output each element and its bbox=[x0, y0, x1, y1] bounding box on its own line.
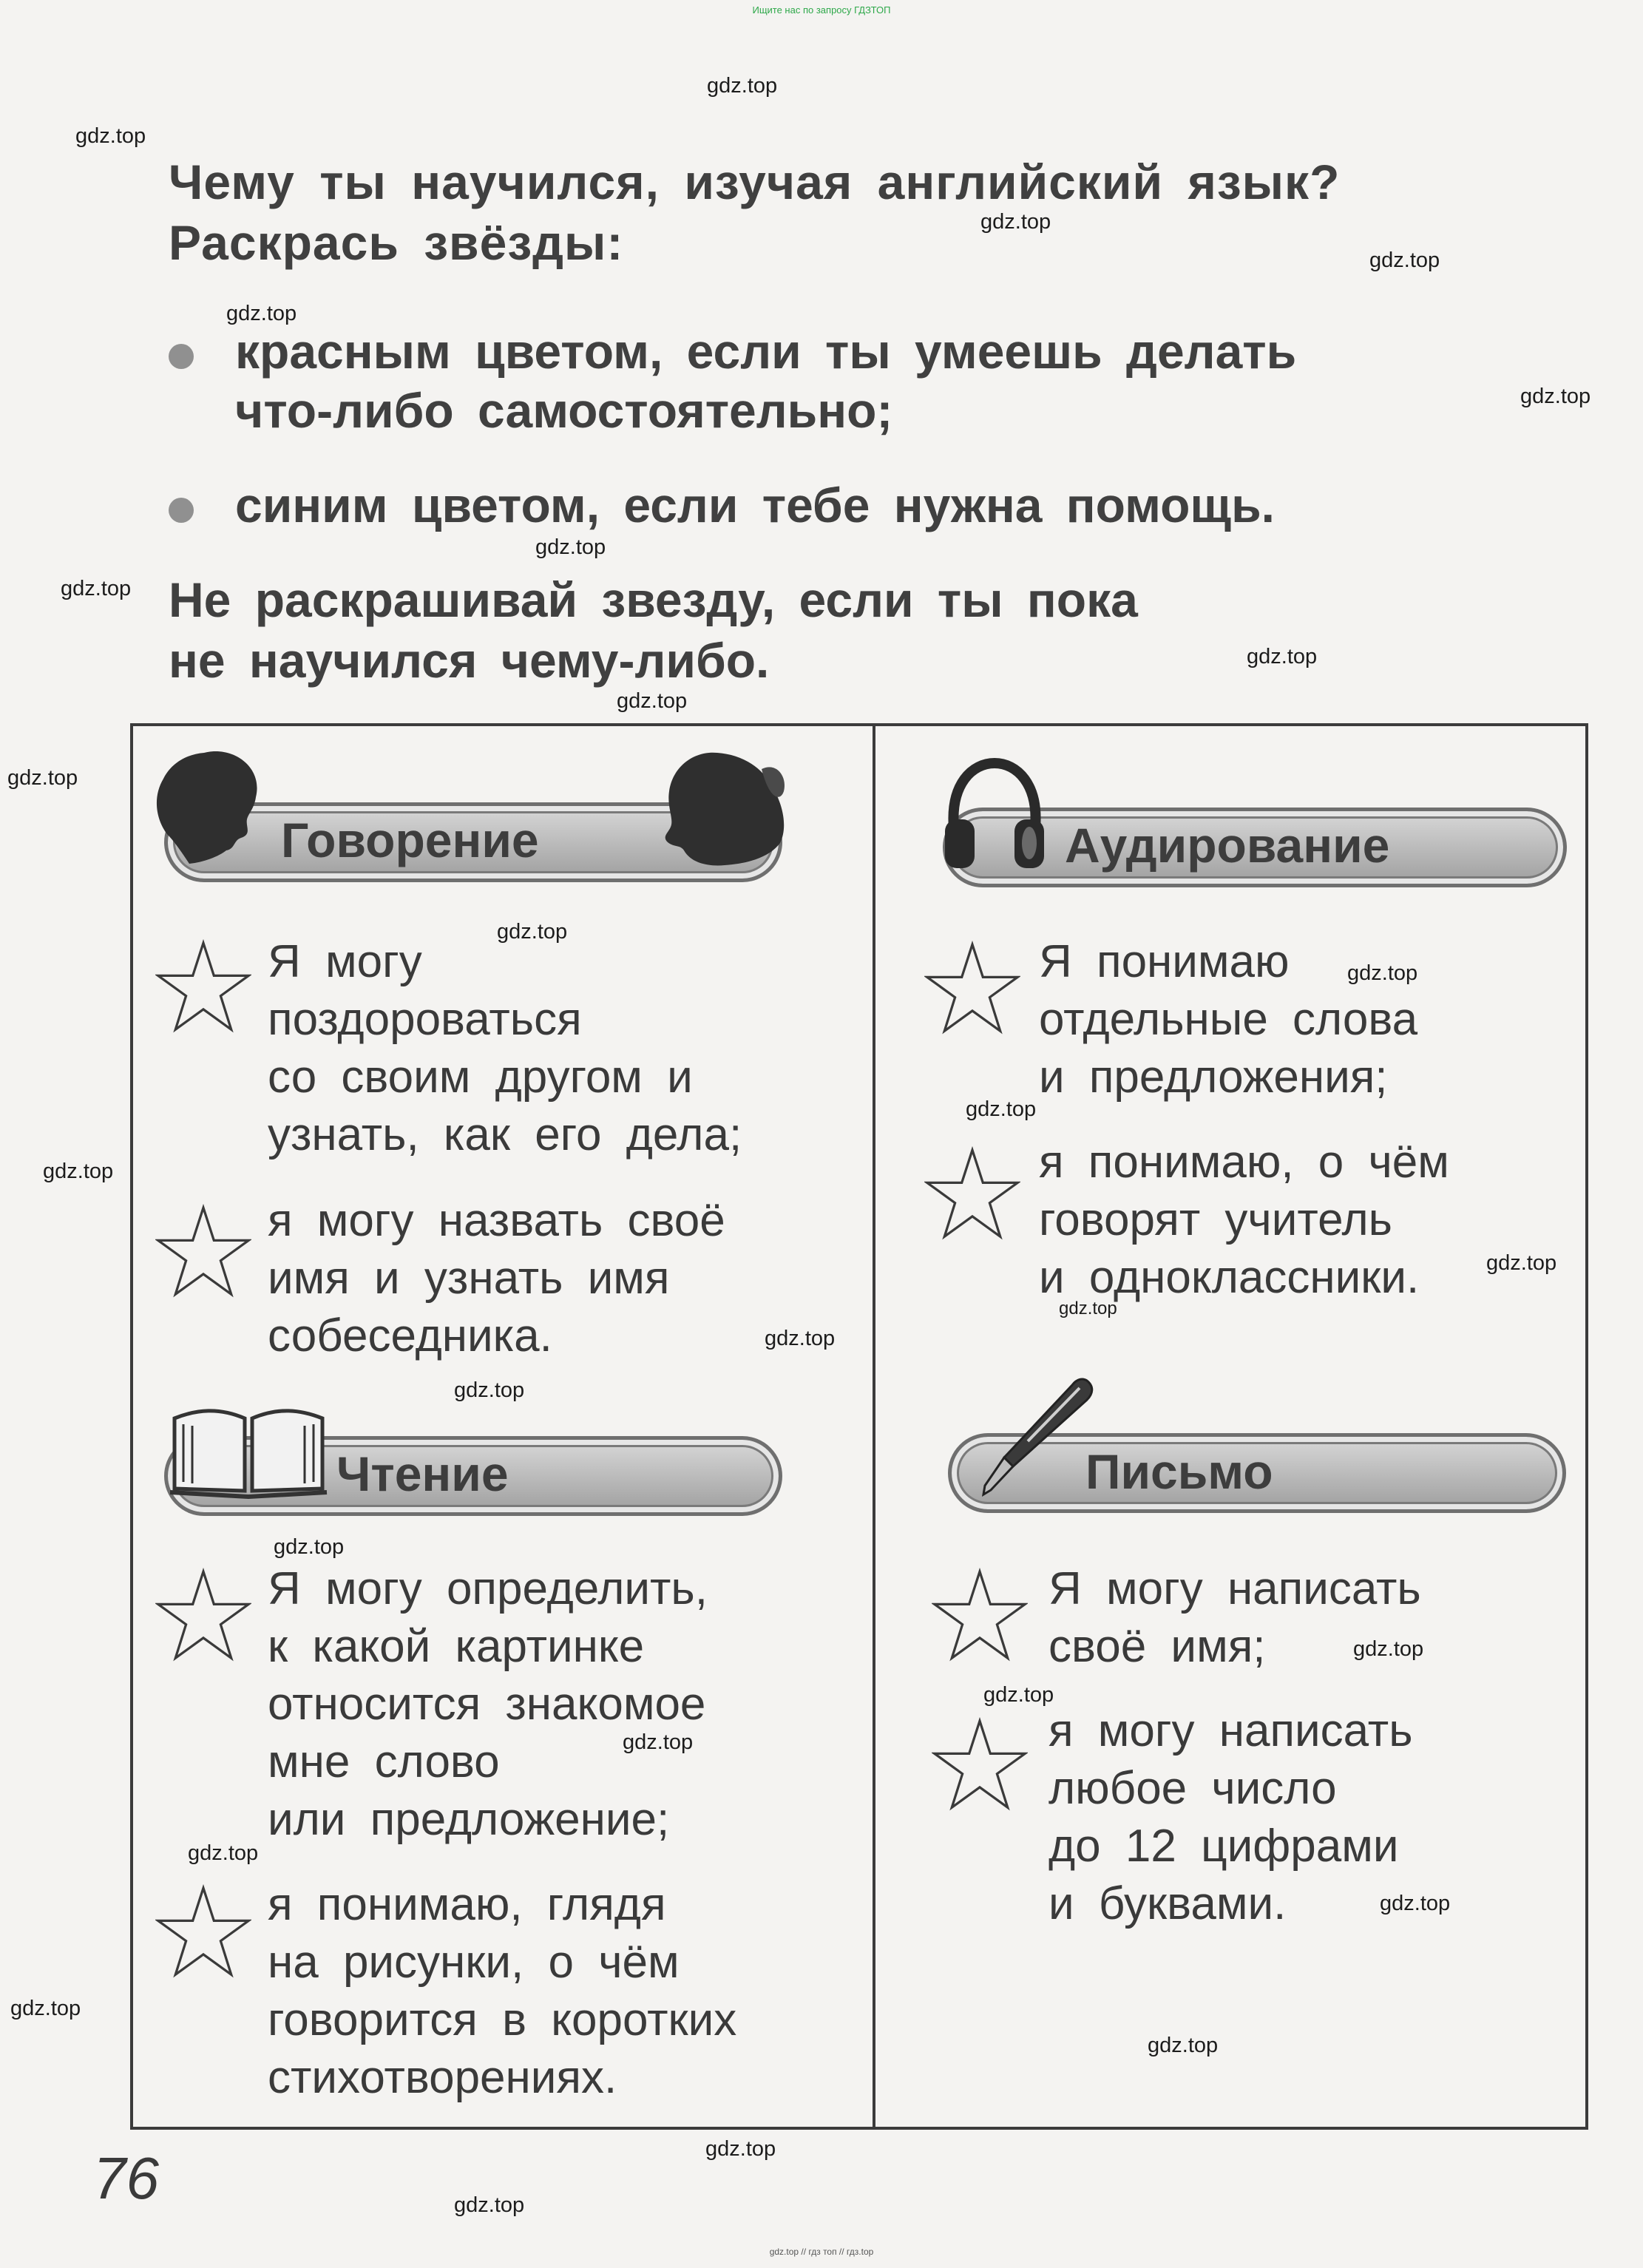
skill-item bbox=[268, 1192, 725, 1365]
note-line: Не раскрашивай звезду, если ты пока bbox=[169, 572, 1138, 627]
skill-line: до 12 цифрами bbox=[1049, 1821, 1399, 1872]
star-icon[interactable] bbox=[924, 1146, 1020, 1242]
watermark: gdz.top bbox=[75, 124, 146, 148]
skill-line: я понимаю, о чём bbox=[1039, 1137, 1449, 1188]
page-heading bbox=[169, 152, 1340, 273]
star-icon[interactable] bbox=[155, 1568, 251, 1664]
watermark: gdz.top bbox=[707, 74, 778, 98]
bullet-dot-icon bbox=[169, 344, 194, 369]
watermark: gdz.top bbox=[188, 1841, 259, 1865]
watermark: gdz.top bbox=[617, 689, 688, 713]
skill-item bbox=[1049, 1702, 1413, 1933]
watermark: gdz.top bbox=[497, 920, 568, 944]
skill-line: отдельные слова bbox=[1039, 994, 1418, 1045]
heading-line: Раскрась звёзды: bbox=[169, 215, 624, 270]
skill-line: я могу назвать своё bbox=[268, 1195, 725, 1246]
note-line: не научился чему-либо. bbox=[169, 633, 770, 688]
skill-line: Я понимаю bbox=[1039, 936, 1290, 987]
skill-line: стихотворениях. bbox=[268, 2052, 617, 2103]
skill-line: Я могу bbox=[268, 936, 422, 987]
headphones-icon bbox=[939, 754, 1050, 873]
skill-line: своё имя; bbox=[1049, 1621, 1266, 1672]
watermark: gdz.top bbox=[7, 766, 78, 790]
skill-line: и буквами. bbox=[1049, 1878, 1287, 1929]
watermark: gdz.top bbox=[1247, 645, 1318, 668]
skill-line: к какой картинке bbox=[268, 1621, 645, 1672]
skill-line: я понимаю, глядя bbox=[268, 1879, 666, 1930]
skill-line: и одноклассники. bbox=[1039, 1252, 1420, 1303]
watermark: gdz.top bbox=[983, 1683, 1054, 1707]
bullet-dot-icon bbox=[169, 498, 194, 523]
star-icon[interactable] bbox=[924, 941, 1020, 1037]
open-book-icon bbox=[167, 1404, 330, 1500]
star-icon[interactable] bbox=[932, 1568, 1028, 1664]
watermark: gdz.top bbox=[1059, 1299, 1117, 1319]
star-icon[interactable] bbox=[155, 1884, 251, 1980]
top-banner: Ищите нас по запросу ГДЗТОП bbox=[752, 4, 891, 16]
watermark: gdz.top bbox=[1369, 248, 1440, 272]
instruction-note bbox=[169, 569, 1138, 691]
watermark: gdz.top bbox=[1486, 1251, 1557, 1275]
skill-line: говорится в коротких bbox=[268, 1994, 737, 2045]
watermark: gdz.top bbox=[43, 1160, 114, 1183]
skill-line: имя и узнать имя bbox=[268, 1253, 670, 1304]
bullet-blue bbox=[166, 475, 1275, 535]
skill-line: я могу написать bbox=[1049, 1705, 1413, 1756]
skill-line: относится знакомое bbox=[268, 1679, 706, 1730]
bullet-red bbox=[166, 322, 1296, 440]
skill-item bbox=[1039, 933, 1417, 1106]
skill-line: Я могу определить, bbox=[268, 1563, 708, 1614]
skill-item bbox=[268, 933, 742, 1164]
frame-divider bbox=[873, 723, 875, 2130]
watermark: gdz.top bbox=[1520, 385, 1591, 408]
skill-line: на рисунки, о чём bbox=[268, 1937, 680, 1988]
skill-line: говорят учитель bbox=[1039, 1194, 1392, 1245]
skill-line: и предложения; bbox=[1039, 1052, 1388, 1103]
bullet-text: что-либо самостоятельно; bbox=[235, 383, 893, 438]
skill-item bbox=[268, 1876, 736, 2107]
watermark: gdz.top bbox=[765, 1327, 836, 1350]
bottom-banner: gdz.top // гдз топ // гдз.top bbox=[769, 2247, 874, 2257]
watermark: gdz.top bbox=[1380, 1892, 1451, 1915]
watermark: gdz.top bbox=[10, 1997, 81, 2020]
watermark: gdz.top bbox=[623, 1730, 694, 1754]
watermark: gdz.top bbox=[274, 1535, 345, 1559]
skill-line: поздороваться bbox=[268, 994, 582, 1045]
skill-line: Я могу написать bbox=[1049, 1563, 1421, 1614]
watermark: gdz.top bbox=[966, 1097, 1037, 1121]
skill-item bbox=[268, 1560, 708, 1849]
watermark: gdz.top bbox=[61, 577, 132, 600]
section-title-writing: Письмо bbox=[1085, 1444, 1273, 1499]
heading-line: Чему ты научился, изучая английский язык? bbox=[169, 155, 1341, 209]
two-heads-silhouette-icon bbox=[152, 745, 263, 871]
page-number: 76 bbox=[93, 2145, 159, 2211]
watermark: gdz.top bbox=[226, 302, 297, 325]
watermark: gdz.top bbox=[1148, 2034, 1219, 2057]
section-title-speaking: Говорение bbox=[281, 813, 539, 867]
bullet-text: красным цветом, если ты умеешь делать bbox=[235, 324, 1297, 379]
skill-line: со своим другом и bbox=[268, 1052, 693, 1103]
skill-line: мне слово bbox=[268, 1736, 500, 1787]
star-icon[interactable] bbox=[155, 1204, 251, 1300]
skill-line: собеседника. bbox=[268, 1310, 552, 1361]
star-icon[interactable] bbox=[155, 939, 251, 1035]
watermark: gdz.top bbox=[454, 2193, 525, 2217]
two-heads-silhouette-icon bbox=[651, 747, 791, 873]
star-icon[interactable] bbox=[932, 1717, 1028, 1813]
watermark: gdz.top bbox=[980, 210, 1051, 234]
watermark: gdz.top bbox=[454, 1378, 525, 1402]
skill-item bbox=[1039, 1134, 1449, 1307]
section-title-listening: Аудирование bbox=[1065, 818, 1390, 873]
bullet-text: синим цветом, если тебе нужна помощь. bbox=[235, 478, 1275, 532]
watermark: gdz.top bbox=[1353, 1637, 1424, 1661]
skill-line: или предложение; bbox=[268, 1794, 670, 1845]
skill-line: любое число bbox=[1049, 1763, 1337, 1814]
watermark: gdz.top bbox=[535, 535, 606, 559]
watermark: gdz.top bbox=[705, 2137, 776, 2161]
section-title-reading: Чтение bbox=[336, 1446, 509, 1501]
fountain-pen-icon bbox=[969, 1372, 1102, 1505]
skill-line: узнать, как его дела; bbox=[268, 1109, 742, 1160]
watermark: gdz.top bbox=[1347, 961, 1418, 985]
